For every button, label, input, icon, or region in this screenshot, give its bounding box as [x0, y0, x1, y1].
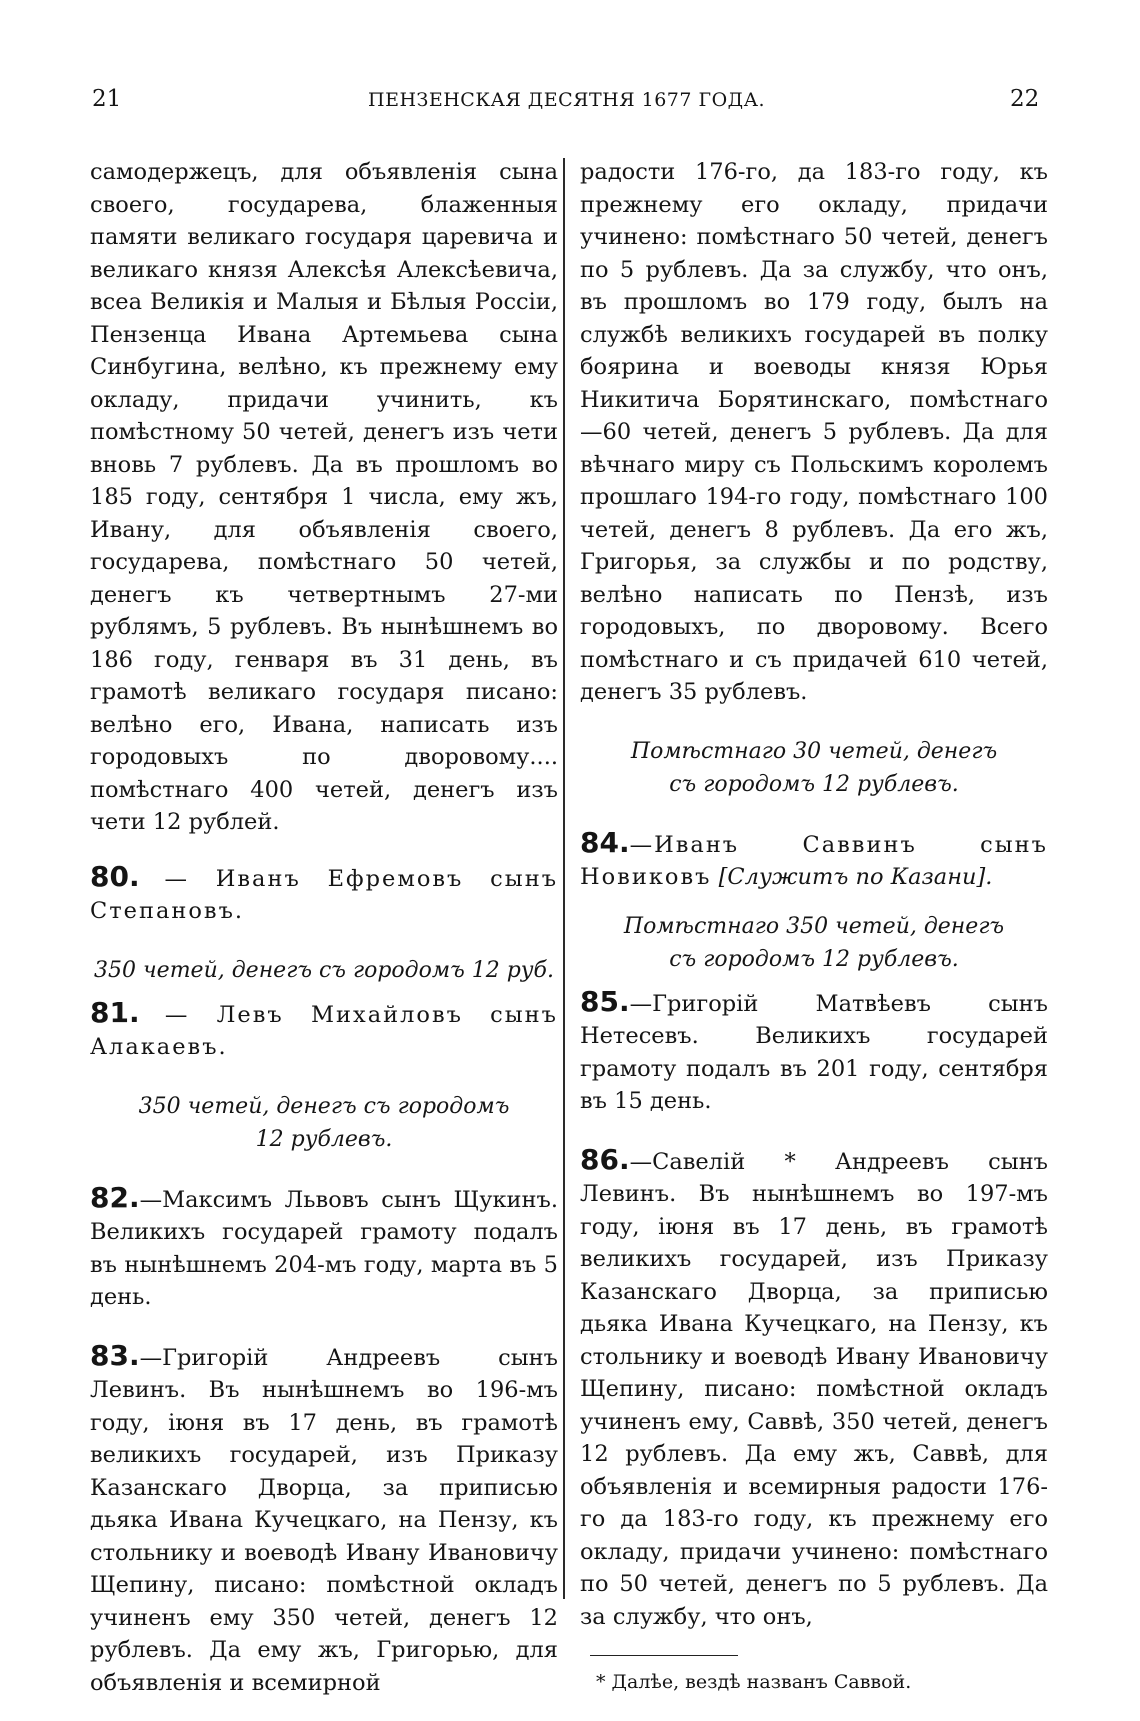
entry-text: —Григорій Матвѣевъ сынъ Нетесевъ. Великихъ государей грамоту подалъ въ 201 году, сентября въ 15 день. — [580, 990, 1048, 1114]
entry-bracket-note: [Служитъ по Казани]. — [718, 864, 993, 890]
continued-paragraph: радости 176-го, да 183-го году, къ прежнему его окладу, придачи учинено: помѣстнаго 50 четей, денегъ по 5 рублевъ. Да за службу, что онъ, въ прошломъ во 179 году, былъ на службѣ великихъ государей въ полку боярина и воеводы князя Юрья Никитича Борятинскаго, помѣстнаго—60 четей, денегъ 5 рублевъ. Да для вѣчнаго миру съ Польскимъ королемъ прошлаго 194-го году, помѣстнаго 100 четей, денегъ 8 рублевъ. Да его жъ, Григорья, за службы и по родству, велѣно написать по Пензѣ, изъ городовыхъ, по дворовому. Всего помѣстнаго и съ придачей 610 четей, денегъ 35 рублевъ. — [580, 159, 1048, 705]
note-81-line1: 350 четей, денегъ съ городомъ — [138, 1093, 510, 1119]
entry-82 — [90, 1182, 558, 1314]
entry-text: — Иванъ Ефремовъ сынъ Степановъ. — [90, 865, 559, 924]
entry-number: 81. — [90, 995, 140, 1029]
entry-85 — [580, 986, 1048, 1118]
note-81-line2: 12 рублевъ. — [255, 1126, 393, 1152]
page-number-right: 22 — [1010, 86, 1040, 112]
entry-86 — [580, 1144, 1048, 1634]
running-title: ПЕНЗЕНСКАЯ ДЕСЯТНЯ 1677 ГОДА. — [368, 89, 766, 111]
entry-text: —Максимъ Львовъ сынъ Щукинъ. Великихъ государей грамоту подалъ въ нынѣшнемъ 204-мъ году, марта въ 5 день. — [90, 1186, 558, 1310]
entry-number: 84. — [580, 825, 630, 859]
right-column — [580, 156, 1048, 1699]
footnote: * Далѣе, вездѣ названъ Саввой. — [596, 1671, 912, 1693]
entry-text: —Григорій Андреевъ сынъ Левинъ. Въ нынѣшнемъ во 196-мъ году, іюня въ 17 день, въ грамотѣ великихъ государей, изъ Приказу Казанскаго Дворца, за приписью дьяка Ивана Кучецкаго, на Пензу, къ стольнику и воеводѣ Ивану Ивановичу Щепину, писано: помѣстной окладъ учиненъ ему 350 четей, денегъ 12 рублевъ. Да ему жъ, Григорью, для объявленія и всемирной — [90, 1344, 558, 1696]
footnote-rule — [590, 1655, 738, 1656]
entry-number: 85. — [580, 984, 630, 1018]
continued-paragraph: самодержецъ, для объявленія сына своего, государева, блаженныя памяти великаго государя царевича и великаго князя Алексѣя Алексѣевича, всеа Великія и Малыя и Бѣлыя Россіи, Пензенца Ивана Артемьева сына Синбугина, велѣно, къ прежнему ему окладу, придачи учинить, къ помѣстному 50 четей, денегъ изъ чети вновь 7 рублевъ. Да въ прошломъ во 185 году, сентября 1 числа, ему жъ, Ивану, для объявленія своего, государева, помѣстнаго 50 четей, денегъ къ четвертнымъ 27-ми рублямъ, 5 рублевъ. Въ нынѣшнемъ во 186 году, генваря въ 31 день, въ грамотѣ великаго государя писано: велѣно его, Ивана, написать изъ городовыхъ по дворовому.... помѣстнаго 400 четей, денегъ изъ чети 12 рублей. — [90, 159, 558, 835]
note-84-line1: Помѣстнаго 350 четей, денегъ — [623, 913, 1005, 939]
entry-number: 80. — [90, 859, 140, 893]
note-83-line2: съ городомъ 12 рублевъ. — [669, 771, 959, 797]
page-number-left: 21 — [92, 86, 122, 112]
entry-text: —Савелій * Андреевъ сынъ Левинъ. Въ нынѣшнемъ во 197-мъ году, іюня въ 17 день, въ грамотѣ великихъ государей, изъ Приказу Казанскаго Дворца, за приписью дьяка Ивана Кучецкаго, на Пензу, къ стольнику и воеводѣ Ивану Ивановичу Щепину, писано: помѣстной окладъ учиненъ ему, Саввѣ, 350 четей, денегъ 12 рублевъ. Да ему жъ, Саввѣ, для объявленія и всемирныя радости 176-го да 183-го году, къ прежнему его окладу, придачи учинено: помѣстнаго по 50 четей, денегъ по 5 рублевъ. Да за службу, что онъ, — [580, 1148, 1048, 1630]
entry-number: 86. — [580, 1142, 630, 1176]
entry-80 — [90, 861, 558, 928]
entry-text: —Иванъ Саввинъ сынъ Новиковъ — [580, 831, 1048, 890]
note-84-line2: съ городомъ 12 рублевъ. — [669, 946, 959, 972]
note-80: 350 четей, денегъ съ городомъ 12 руб. — [94, 957, 554, 983]
entry-number: 83. — [90, 1338, 140, 1372]
left-column — [90, 156, 558, 1699]
entry-number: 82. — [90, 1180, 140, 1214]
note-83-line1: Помѣстнаго 30 четей, денегъ — [630, 738, 998, 764]
entry-81 — [90, 997, 558, 1064]
entry-text: — Левъ Михайловъ сынъ Алакаевъ. — [90, 1001, 558, 1060]
entry-83 — [90, 1340, 558, 1700]
page-header — [0, 86, 1140, 126]
column-divider — [563, 158, 565, 1599]
entry-84 — [580, 827, 1048, 894]
